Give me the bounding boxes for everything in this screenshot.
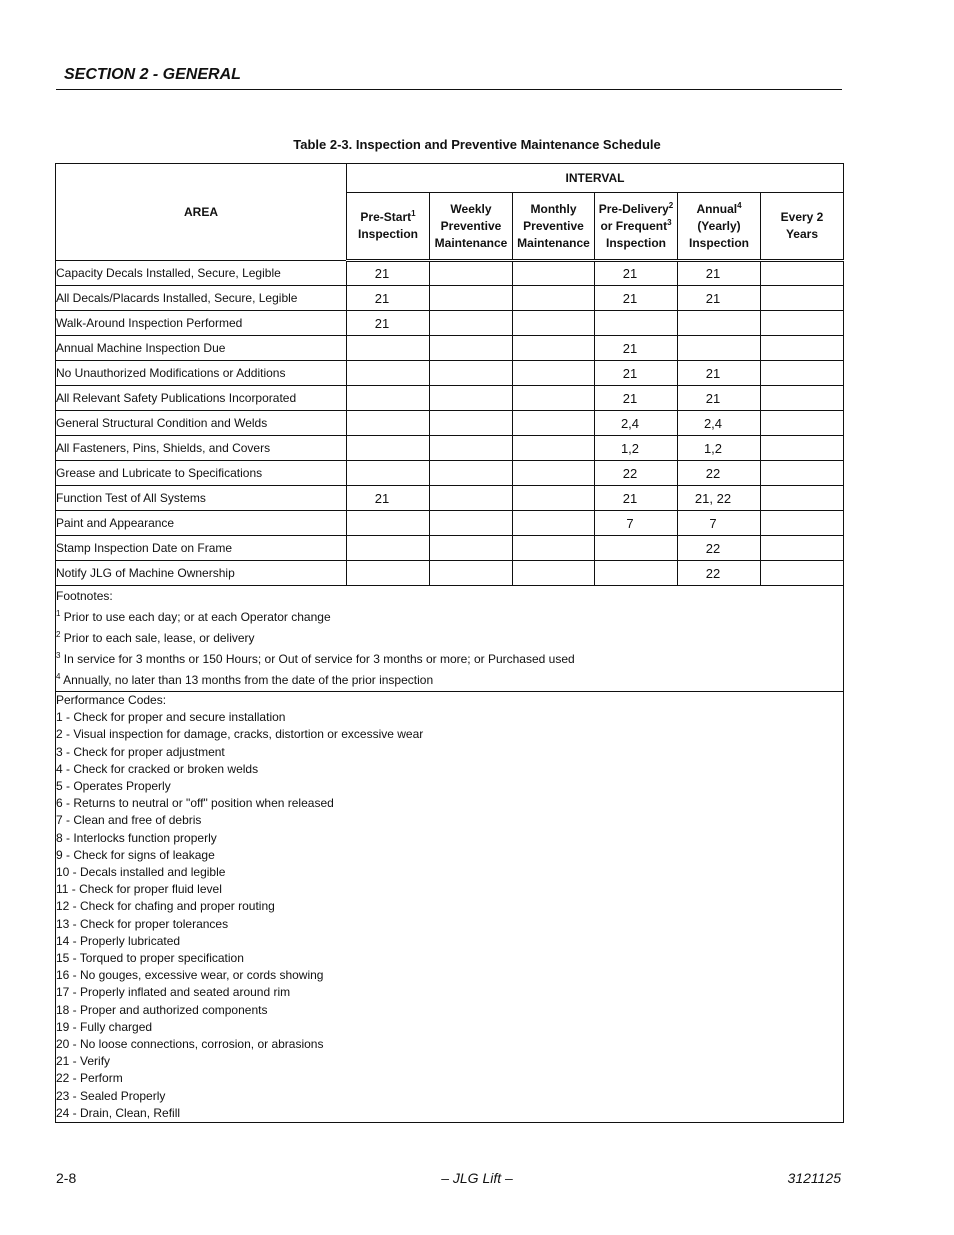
row-interval-cell <box>595 536 678 561</box>
table-row <box>56 411 844 436</box>
row-interval-cell <box>347 361 430 386</box>
performance-code-item: 6 - Returns to neutral or "off" position when released <box>56 796 334 811</box>
interval-header: INTERVAL <box>347 164 844 193</box>
header-rule <box>56 89 842 90</box>
performance-codes-cell <box>56 692 844 1123</box>
row-interval-cell <box>347 386 430 411</box>
row-interval-cell <box>761 411 844 436</box>
footnote-item: $^4$ Annually, no later than 13 months from the date of the prior inspection <box>56 672 434 687</box>
row-interval-cell: 21 <box>347 286 430 311</box>
row-area-label: Capacity Decals Installed, Secure, Legible <box>56 261 347 286</box>
row-interval-cell <box>513 561 595 586</box>
performance-code-item: 8 - Interlocks function properly <box>56 830 217 845</box>
row-interval-cell <box>513 311 595 336</box>
row-interval-cell <box>430 461 513 486</box>
col-header-every2: Every 2 Years <box>761 193 844 261</box>
row-interval-cell: 22 <box>678 561 761 586</box>
footer-brand: – JLG Lift – <box>441 1170 513 1186</box>
performance-code-item: 7 - Clean and free of debris <box>56 813 202 828</box>
row-interval-cell: 21 <box>595 386 678 411</box>
row-interval-cell <box>347 411 430 436</box>
row-area-label: All Relevant Safety Publications Incorporated <box>56 386 347 411</box>
row-interval-cell <box>513 536 595 561</box>
footnote-item: $^2$ Prior to each sale, lease, or delivery <box>56 630 255 645</box>
row-interval-cell: 21 <box>678 386 761 411</box>
row-interval-cell <box>430 561 513 586</box>
row-area-label: Paint and Appearance <box>56 511 347 536</box>
performance-code-item: 4 - Check for cracked or broken welds <box>56 761 259 776</box>
row-interval-cell <box>430 411 513 436</box>
row-interval-cell: 22 <box>678 536 761 561</box>
table-row <box>56 511 844 536</box>
row-interval-cell: 1,2 <box>678 436 761 461</box>
row-area-label: Grease and Lubricate to Specifications <box>56 461 347 486</box>
row-interval-cell: 21 <box>678 361 761 386</box>
row-interval-cell: 21 <box>595 261 678 286</box>
performance-code-item: 18 - Proper and authorized components <box>56 1002 268 1017</box>
row-interval-cell <box>513 261 595 286</box>
page-number: 2-8 <box>56 1170 77 1186</box>
row-interval-cell: 21 <box>347 261 430 286</box>
row-interval-cell <box>430 361 513 386</box>
row-interval-cell: 21 <box>347 486 430 511</box>
row-interval-cell: 2,4 <box>595 411 678 436</box>
section-title: SECTION 2 - GENERAL <box>64 66 241 83</box>
performance-code-item: 13 - Check for proper tolerances <box>56 916 229 931</box>
row-area-label: All Decals/Placards Installed, Secure, Legible <box>56 286 347 311</box>
performance-code-item: 12 - Check for chafing and proper routing <box>56 899 275 914</box>
row-interval-cell: 21 <box>347 311 430 336</box>
table-row <box>56 286 844 311</box>
schedule-table <box>55 163 844 1123</box>
row-interval-cell <box>678 336 761 361</box>
footnotes-title: Footnotes: <box>56 589 113 603</box>
table-row <box>56 536 844 561</box>
row-interval-cell <box>761 361 844 386</box>
performance-code-item: 23 - Sealed Properly <box>56 1088 166 1103</box>
row-interval-cell <box>430 486 513 511</box>
row-interval-cell: 21 <box>678 286 761 311</box>
row-interval-cell <box>347 561 430 586</box>
row-interval-cell: 22 <box>595 461 678 486</box>
row-area-label: No Unauthorized Modifications or Additions <box>56 361 347 386</box>
row-interval-cell <box>761 261 844 286</box>
table-row <box>56 561 844 586</box>
table-row <box>56 261 844 286</box>
row-interval-cell <box>430 536 513 561</box>
table-body <box>56 261 844 586</box>
col-header-weekly: Weekly Preventive Maintenance <box>430 193 513 261</box>
row-area-label: General Structural Condition and Welds <box>56 411 347 436</box>
table-row <box>56 386 844 411</box>
row-interval-cell: 2,4 <box>678 411 761 436</box>
footnotes-cell <box>56 586 844 692</box>
row-interval-cell <box>513 361 595 386</box>
table-row <box>56 311 844 336</box>
row-interval-cell: 22 <box>678 461 761 486</box>
row-interval-cell <box>513 461 595 486</box>
row-interval-cell <box>678 311 761 336</box>
area-header: AREA <box>56 164 347 261</box>
row-area-label: Annual Machine Inspection Due <box>56 336 347 361</box>
row-interval-cell <box>761 286 844 311</box>
row-interval-cell <box>430 336 513 361</box>
table-caption: Table 2-3. Inspection and Preventive Maintenance Schedule <box>293 137 661 152</box>
performance-code-item: 14 - Properly lubricated <box>56 933 181 948</box>
row-interval-cell <box>430 286 513 311</box>
row-interval-cell <box>595 311 678 336</box>
performance-code-item: 15 - Torqued to proper specification <box>56 951 244 966</box>
performance-code-item: 3 - Check for proper adjustment <box>56 744 225 759</box>
col-header-monthly: Monthly Preventive Maintenance <box>513 193 595 261</box>
row-interval-cell: 21 <box>678 261 761 286</box>
row-interval-cell <box>513 411 595 436</box>
table-row <box>56 486 844 511</box>
row-interval-cell: 1,2 <box>595 436 678 461</box>
col-header-predelivery: Pre-Delivery$^2$ or Frequent$^3$ Inspection <box>595 193 678 261</box>
row-interval-cell <box>430 261 513 286</box>
row-interval-cell <box>347 461 430 486</box>
performance-code-item: 24 - Drain, Clean, Refill <box>56 1105 181 1120</box>
table-row <box>56 336 844 361</box>
row-interval-cell <box>513 286 595 311</box>
codes-title: Performance Codes: <box>56 693 167 707</box>
performance-code-item: 10 - Decals installed and legible <box>56 865 226 880</box>
performance-code-item: 17 - Properly inflated and seated around rim <box>56 985 291 1000</box>
performance-code-item: 1 - Check for proper and secure installation <box>56 710 286 725</box>
performance-code-item: 9 - Check for signs of leakage <box>56 847 215 862</box>
row-interval-cell <box>761 511 844 536</box>
row-interval-cell <box>513 486 595 511</box>
row-interval-cell <box>513 336 595 361</box>
row-interval-cell: 7 <box>595 511 678 536</box>
doc-number: 3121125 <box>787 1170 841 1186</box>
row-interval-cell <box>347 511 430 536</box>
row-interval-cell: 21, 22 <box>678 486 761 511</box>
footnote-item: $^3$ In service for 3 months or 150 Hours; or Out of service for 3 months or more; or Purchased used <box>56 651 575 666</box>
col-header-annual: Annual$^4$ (Yearly) Inspection <box>678 193 761 261</box>
performance-code-item: 11 - Check for proper fluid level <box>56 882 222 897</box>
performance-code-item: 22 - Perform <box>56 1071 123 1086</box>
row-interval-cell <box>761 311 844 336</box>
row-area-label: Function Test of All Systems <box>56 486 347 511</box>
row-interval-cell <box>513 511 595 536</box>
performance-code-item: 20 - No loose connections, corrosion, or abrasions <box>56 1037 324 1052</box>
row-interval-cell: 21 <box>595 361 678 386</box>
row-area-label: Stamp Inspection Date on Frame <box>56 536 347 561</box>
row-area-label: Walk-Around Inspection Performed <box>56 311 347 336</box>
row-interval-cell <box>430 511 513 536</box>
row-interval-cell <box>430 436 513 461</box>
table-row <box>56 436 844 461</box>
row-area-label: Notify JLG of Machine Ownership <box>56 561 347 586</box>
table-row <box>56 461 844 486</box>
performance-code-item: 2 - Visual inspection for damage, cracks, distortion or excessive wear <box>56 727 424 742</box>
row-interval-cell <box>347 536 430 561</box>
row-interval-cell <box>761 386 844 411</box>
row-interval-cell <box>761 461 844 486</box>
performance-code-item: 19 - Fully charged <box>56 1019 153 1034</box>
col-header-prestart: Pre-Start$^1$ Inspection <box>347 193 430 261</box>
row-interval-cell <box>761 436 844 461</box>
performance-code-item: 21 - Verify <box>56 1054 111 1069</box>
performance-code-item: 5 - Operates Properly <box>56 779 171 794</box>
row-interval-cell <box>513 436 595 461</box>
row-interval-cell <box>761 336 844 361</box>
row-interval-cell: 21 <box>595 336 678 361</box>
row-interval-cell <box>430 311 513 336</box>
row-interval-cell <box>430 386 513 411</box>
row-interval-cell <box>761 536 844 561</box>
row-interval-cell <box>347 436 430 461</box>
row-interval-cell <box>595 561 678 586</box>
row-area-label: All Fasteners, Pins, Shields, and Covers <box>56 436 347 461</box>
row-interval-cell <box>347 336 430 361</box>
row-interval-cell <box>513 386 595 411</box>
performance-code-item: 16 - No gouges, excessive wear, or cords showing <box>56 968 324 983</box>
row-interval-cell <box>761 486 844 511</box>
row-interval-cell: 21 <box>595 286 678 311</box>
row-interval-cell: 21 <box>595 486 678 511</box>
row-interval-cell: 7 <box>678 511 761 536</box>
footnote-item: $^1$ Prior to use each day; or at each Operator change <box>56 609 331 624</box>
row-interval-cell <box>761 561 844 586</box>
table-row <box>56 361 844 386</box>
